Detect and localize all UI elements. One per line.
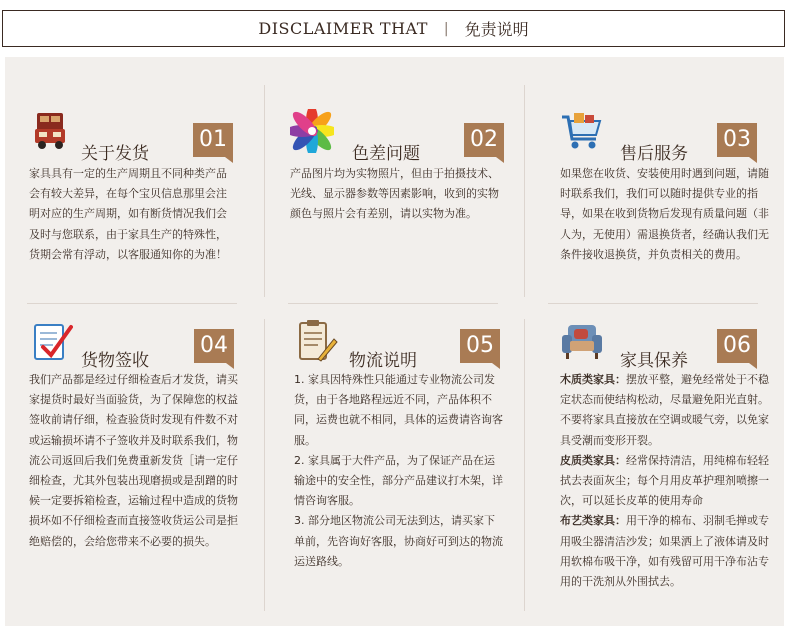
divider-vertical bbox=[524, 319, 525, 611]
card-title: 关于发货 bbox=[81, 144, 149, 164]
card-list bbox=[560, 370, 770, 592]
list-item: 3. 部分地区物流公司无法到达，请买家下单前，先咨询好客服，协商好可到达的物流运送路线。 bbox=[294, 514, 503, 568]
divider-horizontal bbox=[288, 303, 498, 304]
care-text: 经常保持清洁，用纯棉布轻轻拭去表面灰尘；每个月用皮革护理剂喷擦一次，可以延长皮革的使用寿命 bbox=[560, 453, 769, 508]
list-item bbox=[560, 451, 770, 512]
care-label: 布艺类家具： bbox=[560, 514, 626, 528]
divider-vertical bbox=[264, 85, 265, 297]
card-title: 家具保养 bbox=[620, 351, 688, 371]
header-separator: | bbox=[443, 20, 449, 37]
list-item bbox=[560, 370, 770, 451]
header-title-en: DISCLAIMER THAT bbox=[258, 19, 428, 38]
card-number-badge: 02 bbox=[464, 123, 504, 157]
disclaimer-panel bbox=[5, 57, 784, 626]
divider-vertical bbox=[264, 319, 265, 611]
card-title: 物流说明 bbox=[349, 351, 417, 371]
card-text: 如果您在收货、安装使用时遇到问题，请随时联系我们，我们可以随时提供专业的指导，如果在收到货物后发现有质量问题（非人为，无使用）需退换货者，经确认我们无条件接收退换货，并负责相关的费用。 bbox=[560, 167, 769, 261]
card-text: 产品图片均为实物照片，但由于拍摄技术、光线、显示器参数等因素影响，收到的实物颜色与照片会有差别，请以实物为准。 bbox=[290, 167, 499, 221]
card-number-badge: 04 bbox=[194, 329, 234, 363]
card-text: 家具具有一定的生产周期且不同种类产品会有较大差异，在每个宝贝信息那里会注明对应的生产周期，如有断货情况我们会及时与您联系，由于家具生产的特殊性，货期会常有浮动，以客服通知你的为准！ bbox=[29, 167, 227, 261]
divider-horizontal bbox=[548, 303, 758, 304]
card-number-badge: 05 bbox=[460, 329, 500, 363]
disclaimer-header bbox=[2, 10, 785, 47]
list-item: 2. 家具属于大件产品，为了保证产品在运输途中的安全性，部分产品建议打木架，详情咨询客服。 bbox=[294, 453, 503, 508]
divider-horizontal bbox=[27, 303, 237, 304]
delivery-truck-icon bbox=[29, 109, 73, 153]
card-title: 色差问题 bbox=[352, 144, 420, 164]
care-label: 皮质类家具： bbox=[560, 453, 626, 467]
card-list bbox=[294, 370, 504, 572]
care-text: 摆放平整，避免经常处于不稳定状态而使结构松动，尽量避免阳光直射。不要将家具直接放在空调或暖气旁，以免家具受潮而变形开裂。 bbox=[560, 373, 769, 447]
divider-vertical bbox=[524, 85, 525, 297]
card-number-badge: 01 bbox=[193, 123, 233, 157]
color-palette-icon bbox=[290, 109, 334, 153]
card-number-badge: 06 bbox=[717, 329, 757, 363]
armchair-icon bbox=[560, 319, 604, 363]
card-number-badge: 03 bbox=[717, 123, 757, 157]
clipboard-pencil-icon bbox=[294, 319, 338, 363]
care-label: 木质类家具： bbox=[560, 373, 626, 386]
shopping-cart-icon bbox=[560, 109, 604, 153]
card-title: 售后服务 bbox=[620, 144, 688, 164]
card-text: 我们产品都是经过仔细检查后才发货，请买家提货时最好当面验货，为了保障您的权益签收前请仔细，检查验货时发现有件数不对或运输损坏请不子签收并及时联系我们，物流公司返回后我们免费重新发货［请一定仔细检查，尤其外包装出现磨损或是刮蹭的时候一定要拆箱检查，运输过程中造成的货物损坏如不仔细检查而直接签收货运公司是拒绝赔偿的，会给您带来不必要的损失。 bbox=[29, 373, 238, 548]
card-title: 货物签收 bbox=[81, 351, 149, 371]
care-text: 用干净的棉布、羽制毛掸或专用吸尘器清洁沙发；如果洒上了液体请及时用软棉布吸干净，如有残留可用干净布沾专用的干洗剂从外围拭去。 bbox=[560, 514, 769, 589]
list-item bbox=[560, 511, 770, 592]
checklist-icon bbox=[29, 319, 73, 363]
header-title-cn: 免责说明 bbox=[464, 20, 529, 39]
list-item: 1. 家具因特殊性只能通过专业物流公司发货，由于各地路程远近不同，产品体积不同，运费也就不相同，具体的运费请咨询客服。 bbox=[294, 373, 503, 447]
